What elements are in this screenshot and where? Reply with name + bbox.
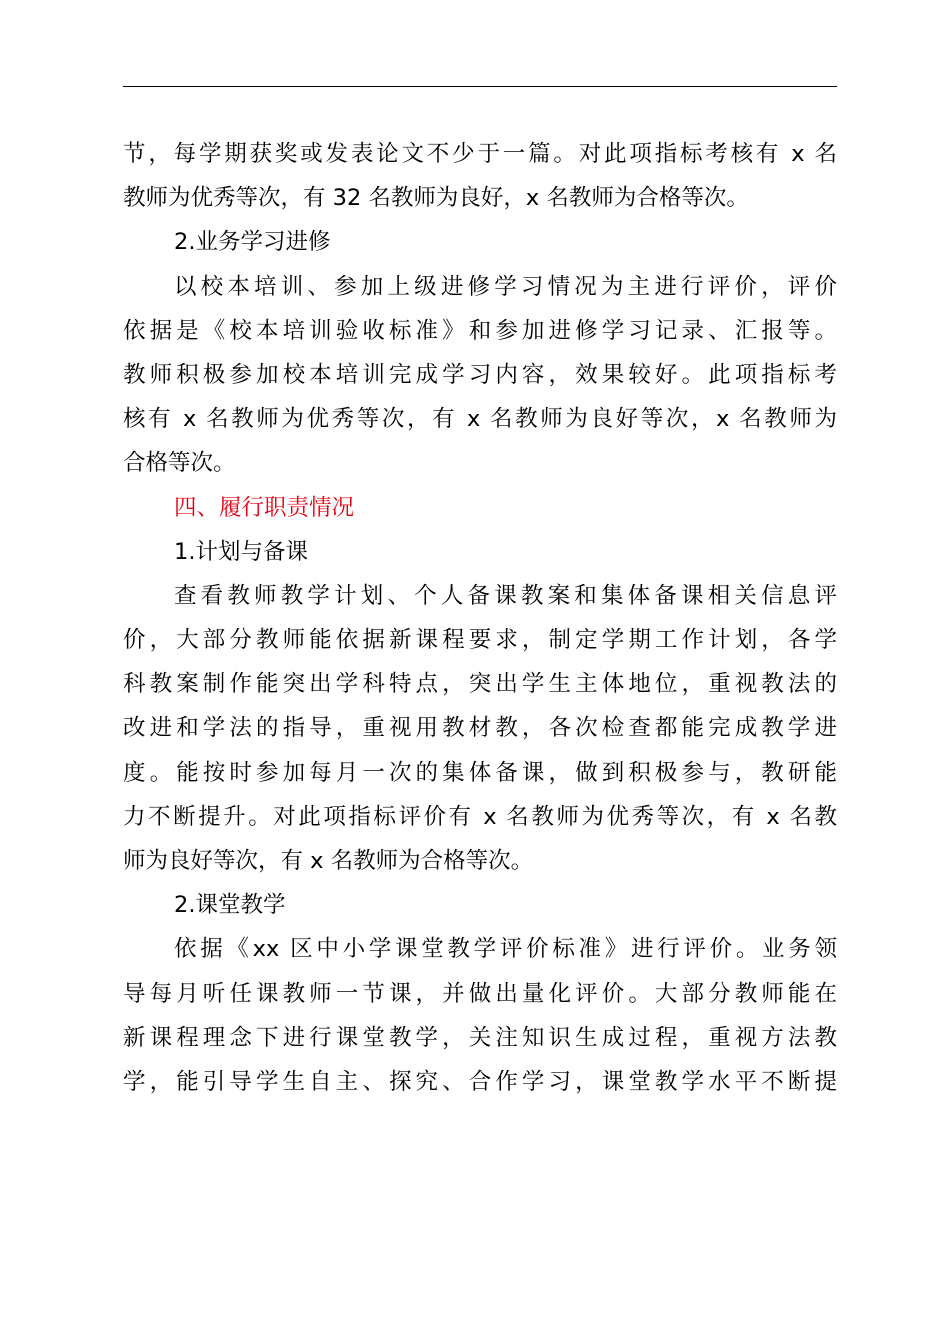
body-line: 教师积极参加校本培训完成学习内容，效果较好。此项指标考 — [123, 361, 837, 388]
body-line: 节，每学期获奖或发表论文不少于一篇。对此项指标考核有 x 名 — [123, 141, 837, 167]
document-body — [123, 132, 837, 1104]
body-line: 依据《xx 区中小学课堂教学评价标准》进行评价。业务领 — [174, 936, 837, 963]
body-line: 力不断提升。对此项指标评价有 x 名教师为优秀等次，有 x 名教 — [123, 803, 837, 830]
body-line: 度。能按时参加每月一次的集体备课，做到积极参与，教研能 — [123, 759, 837, 786]
body-line: 合格等次。 — [123, 450, 236, 477]
body-line: 核有 x 名教师为优秀等次，有 x 名教师为良好等次，x 名教师为 — [123, 406, 837, 433]
body-line: 改进和学法的指导，重视用教材教，各次检查都能完成教学进 — [123, 715, 837, 742]
subheading-classroom: 2.课堂教学 — [174, 892, 286, 919]
body-line: 价，大部分教师能依据新课程要求，制定学期工作计划，各学 — [123, 627, 837, 654]
subheading-planning: 1.计划与备课 — [174, 538, 308, 565]
body-line: 以校本培训、参加上级进修学习情况为主进行评价，评价 — [174, 273, 837, 300]
subheading-study: 2.业务学习进修 — [174, 229, 331, 256]
body-line: 新课程理念下进行课堂教学，关注知识生成过程，重视方法教 — [123, 1024, 837, 1051]
header-rule — [123, 86, 837, 87]
body-line: 教师为优秀等次，有 32 名教师为良好，x 名教师为合格等次。 — [123, 185, 749, 212]
body-line: 导每月听任课教师一节课，并做出量化评价。大部分教师能在 — [123, 980, 837, 1007]
body-line: 科教案制作能突出学科特点，突出学生主体地位，重视教法的 — [123, 671, 837, 698]
body-line: 师为良好等次，有 x 名教师为合格等次。 — [123, 848, 534, 874]
section-heading-duties: 四、履行职责情况 — [174, 494, 355, 521]
body-line: 学，能引导学生自主、探究、合作学习，课堂教学水平不断提 — [123, 1068, 837, 1095]
body-line: 依据是《校本培训验收标准》和参加进修学习记录、汇报等。 — [123, 317, 837, 344]
body-line: 查看教师教学计划、个人备课教案和集体备课相关信息评 — [174, 582, 837, 609]
